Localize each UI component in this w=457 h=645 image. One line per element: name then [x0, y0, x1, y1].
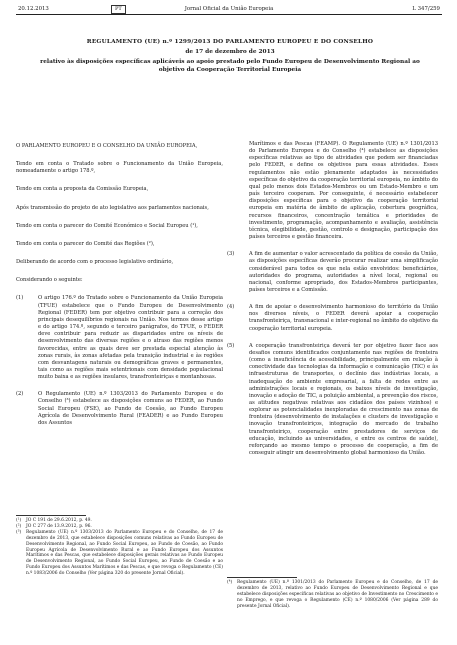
footnote-rule-left	[16, 515, 86, 516]
recital-text: O Regulamento (UE) n.º 1303/2013 do Parlamento Europeu e do Conselho (³) estabelece as disposições comuns ao FEDER, ao Fundo Social Europeu (FSE), ao Fundo de Coesão, ao Fundo Europeu Agrícola de Desenvolvimento Rural (FEADER) e ao Fundo Europeu dos Assuntos	[38, 391, 223, 426]
recital-2	[16, 391, 223, 427]
citation-cor: Tendo em conta o parecer do Comité das Regiões (²),	[16, 240, 155, 247]
recital-text: A fim de apoiar o desenvolvimento harmonioso do território da União nos diversos níveis, o FEDER deverá apoiar a cooperação transfronteiriça, transnacional e inter-regional no âmbito do objetivo da cooperação territorial europeia.	[249, 304, 438, 332]
recital-number: (1)	[16, 295, 24, 302]
recital-text: A cooperação transfronteiriça deverá ter por objetivo fazer face aos desafios comuns identificados conjuntamente nas regiões de fronteira (como a insuficiência de acessibilidade, principalmente em relação à conectividade das tecnologias da informação e comunicação (TIC) e às infraestruturas de transportes, o declínio das indústrias locais, a inadequação do ambiente empresarial, a falta de redes entre as administrações locais e regionais, os baixos níveis de investigação, inovação e adoção de TIC, a poluição ambiental, a prevenção dos riscos, as atitudes negativas relativas aos cidadãos dos países vizinhos) e explorar as potencialidades inexploradas de crescimento nas zonas de fronteira (desenvolvimento de instalações e clusters de investigação e inovação transfronteiriços, integração do mercado de trabalho transfronteiriço, cooperação entre prestadores de serviços de educação, incluindo as universidades, e entre os centros de saúde), reforçando ao mesmo tempo o processo de cooperação, a fim de conseguir atingir um desenvolvimento global harmonioso da União.	[249, 342, 438, 457]
citation-national-parliaments: Após transmissão do projeto de ato legislativo aos parlamentos nacionais,	[16, 204, 209, 211]
footnote-marker: (⁴)	[227, 580, 233, 585]
footnote-marker: (¹)	[16, 518, 22, 523]
footnote-text: Regulamento (UE) n.º 1303/2013 do Parlamento Europeu e do Conselho, de 17 de dezembro de 2013, que estabelece disposições comuns relativas ao Fundo Europeu de Desenvolvimento Regional, ao Fundo Social Europeu, ao Fundo de Coesão, ao Fundo Europeu Agrícola de Desenvolvimento Rural e ao Fundo Europeu dos Assuntos Marítimos e das Pescas, que estabelece disposições gerais relativas ao Fundo Europeu de Desenvolvimento Regional, ao Fundo Social Europeu, ao Fundo de Coesão e ao Fundo Europeu dos Assuntos Marítimos e das Pescas, e que revoga o Regulamento (CE) n.º 1083/2006 do Conselho (Ver página 320 do presente Jornal Oficial).	[26, 529, 223, 577]
recital-1	[16, 295, 223, 381]
language-badge: PT	[111, 5, 126, 14]
recital-number: (2)	[16, 391, 24, 398]
footnote-3	[16, 530, 223, 577]
footnote-4	[227, 580, 438, 610]
regulation-subject: relativo às disposições específicas aplicáveis ao apoio prestado pelo Fundo Europeu de Desenvolvimento Regional ao objetivo da Cooperação Territorial Europeia	[40, 59, 420, 74]
right-column	[227, 141, 438, 467]
footnote-text: JO C 191 de 29.6.2012, p. 49.	[26, 518, 92, 523]
recital-2-continued	[227, 141, 438, 241]
preamble-institutions: O PARLAMENTO EUROPEU E O CONSELHO DA UNIÃO EUROPEIA,	[16, 143, 198, 149]
header-date: 20.12.2013	[18, 6, 49, 12]
recital-4	[227, 304, 438, 333]
recital-text: A fim de aumentar o valor acrescentado da política de coesão da União, as disposições específicas deverão procurar realizar uma simplificação considerável para todos os que nela estão envolvidos: beneficiários, autoridades do programa, autoridades a nível local, regional ou nacional, conforme apropriado, dos Estados-Membros participantes, países terceiros e a Comissão.	[249, 251, 438, 293]
recital-number: (4)	[227, 304, 235, 311]
recital-text: Marítimos e das Pescas (FEAMP). O Regulamento (UE) n.º 1301/2013 do Parlamento Europeu e do Conselho (⁴) estabelece as disposições específicas relativas ao tipo de atividades que podem ser financiadas pelo FEDER, e define os objetivos para essas atividades. Esses regulamentos não estão plenamente adaptados às necessidades específicas do objetivo da cooperação territorial europeia, no âmbito do qual pelo menos dois Estados-Membros ou um Estado-Membro e um país terceiro cooperam. Por conseguinte, é necessário estabelecer disposições específicas para o objetivo da cooperação territorial europeia em matéria de âmbito de aplicação, cobertura geográfica, recursos financeiros, concentração temática e prioridades de investimento, programação, acompanhamento e avaliação, assistência técnica, elegibilidade, gestão, controlo e designação, participação dos países terceiros e gestão financeira.	[249, 141, 438, 241]
footnote-rule-right	[227, 577, 297, 578]
footnotes-right	[227, 580, 438, 610]
recital-number: (5)	[227, 342, 235, 349]
footnote-text: Regulamento (UE) n.º 1301/2013 do Parlamento Europeu e do Conselho, de 17 de dezembro de 2013, relativo ao Fundo Europeu de Desenvolvimento Regional e que estabelece disposições específicas relativas ao objetivo de Investimento no Crescimento e no Emprego, e que revoga o Regulamento (CE) n.º 1080/2006 (Ver página 289 do presente Jornal Oficial).	[237, 580, 438, 609]
recital-5	[227, 343, 438, 458]
footnote-marker: (³)	[16, 529, 22, 535]
journal-title: Jornal Oficial da União Europeia	[184, 6, 274, 12]
citation-treaty: Tendo em conta o Tratado sobre o Funcionamento da União Europeia, nomeadamente o artigo 178.º,	[16, 161, 223, 175]
recital-text: O artigo 176.º do Tratado sobre o Funcionamento da União Europeia (TFUE) estabelece que o Fundo Europeu de Desenvolvimento Regional (FEDER) tem por objetivo contribuir para a correção dos principais desequilíbrios regionais na União. Nos termos desse artigo e do artigo 174.º, segundo e terceiro parágrafos, do TFUE, o FEDER deve contribuir para reduzir as disparidades entre os níveis de desenvolvimento das diversas regiões e o atraso das regiões menos favorecidas, entre as quais deve ser prestada especial atenção às zonas rurais, às zonas afetadas pela transição industrial e às regiões com desvantagens naturais ou demográficas graves e permanentes, tais como as regiões mais setentrionais com densidade populacional muito baixa e as regiões insulares, transfronteiriças e montanhosas.	[38, 295, 223, 381]
regulation-date: de 17 de dezembro de 2013	[185, 49, 275, 55]
citation-procedure: Deliberando de acordo com o processo legislativo ordinário,	[16, 259, 174, 266]
recital-3	[227, 251, 438, 294]
recital-number: (3)	[227, 251, 235, 258]
header-rule	[16, 14, 442, 15]
footnotes-left	[16, 518, 223, 577]
footnote-text: JO C 277 de 13.9.2012, p. 96.	[26, 523, 92, 529]
citation-proposal: Tendo em conta a proposta da Comissão Europeia,	[16, 186, 149, 193]
left-column	[16, 143, 223, 437]
regulation-title: REGULAMENTO (UE) n.º 1299/2013 DO PARLAMENTO EUROPEU E DO CONSELHO	[86, 39, 374, 45]
recitals-intro: Considerando o seguinte:	[16, 277, 83, 284]
citation-eesc: Tendo em conta o parecer do Comité Económico e Social Europeu (¹),	[16, 222, 198, 229]
footnote-marker: (²)	[16, 523, 22, 529]
page-reference: L 347/259	[412, 6, 440, 12]
